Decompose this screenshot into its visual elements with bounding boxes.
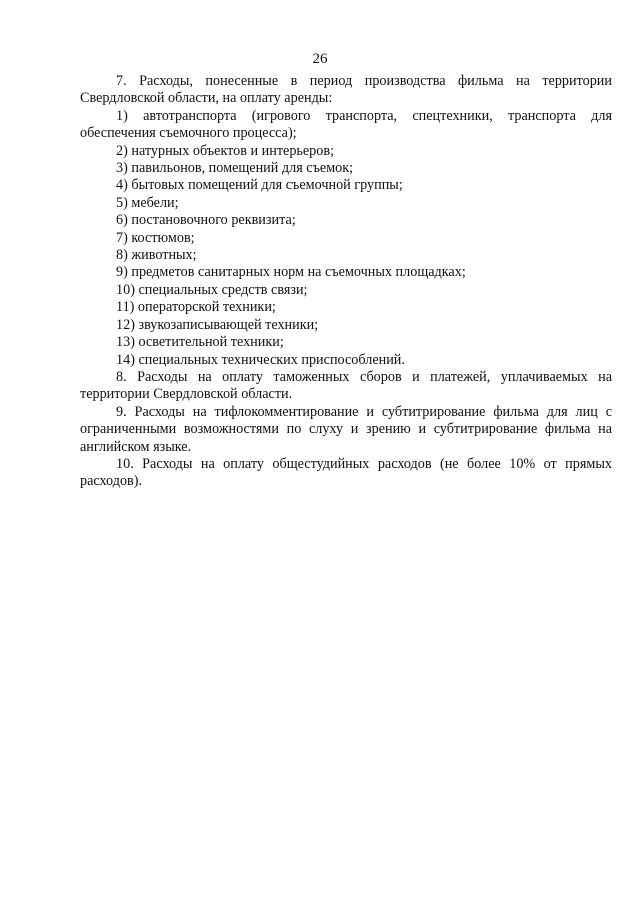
paragraph-7-line-2: Свердловской области, на оплату аренды: <box>80 90 333 107</box>
list-item-14: 14) специальных технических приспособлений. <box>116 351 405 368</box>
list-item-5: 5) мебели; <box>116 194 179 211</box>
paragraph-8-line-1: 8. Расходы на оплату таможенных сборов и платежей, уплачиваемых на <box>116 368 612 385</box>
paragraph-8-line-2: территории Свердловской области. <box>80 386 293 403</box>
list-item-11: 11) операторской техники; <box>116 299 276 316</box>
list-item-2: 2) натурных объектов и интерьеров; <box>116 142 335 159</box>
paragraph-10 <box>80 456 612 491</box>
list-item-3: 3) павильонов, помещений для съемок; <box>116 160 354 177</box>
list-item-1 <box>80 108 612 143</box>
page-number: 26 <box>312 51 328 67</box>
list-item-4: 4) бытовых помещений для съемочной группы; <box>116 177 403 194</box>
list-item-9: 9) предметов санитарных норм на съемочных площадках; <box>116 264 466 281</box>
paragraph-9-line-1: 9. Расходы на тифлокомментирование и субтитрирование фильма для лиц с <box>116 403 612 420</box>
paragraph-9 <box>80 404 612 456</box>
list-item-1-line-2: обеспечения съемочного процесса); <box>80 125 297 142</box>
paragraph-9-line-3: английском языке. <box>80 438 192 455</box>
paragraph-10-line-2: расходов). <box>80 473 143 490</box>
paragraph-7-line-1: 7. Расходы, понесенные в период производства фильма на территории <box>116 73 612 89</box>
paragraph-9-line-2: ограниченными возможностями по слуху и зрению и субтитрирование фильма на <box>80 421 612 438</box>
list-item-12: 12) звукозаписывающей техники; <box>116 316 319 333</box>
list-item-8: 8) животных; <box>116 247 197 264</box>
list-item-13: 13) осветительной техники; <box>116 334 284 351</box>
paragraph-10-line-1: 10. Расходы на оплату общестудийных расходов (не более 10% от прямых <box>116 455 612 472</box>
paragraph-7 <box>80 73 612 108</box>
document-body <box>80 73 612 491</box>
list-item-1-line-1: 1) автотранспорта (игрового транспорта, спецтехники, транспорта для <box>116 107 612 124</box>
list-item-7: 7) костюмов; <box>116 229 195 246</box>
list-item-10: 10) специальных средств связи; <box>116 281 308 298</box>
paragraph-8 <box>80 369 612 404</box>
list-item-6: 6) постановочного реквизита; <box>116 212 296 229</box>
